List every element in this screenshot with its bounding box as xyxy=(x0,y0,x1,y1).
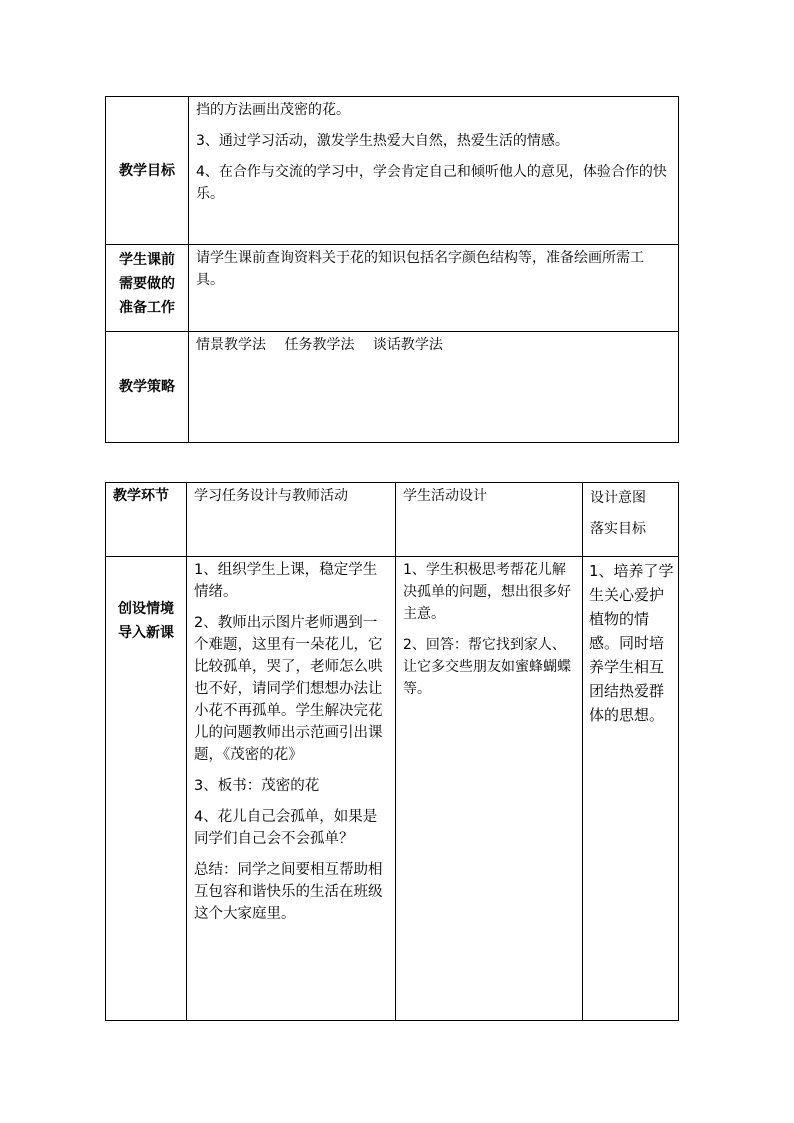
strategy-paragraph: 情景教学法 任务教学法 谈话教学法 xyxy=(196,337,443,353)
teacher-activity: 4、花儿自己会孤单，如果是同学们自己会不会孤单？ xyxy=(194,809,378,847)
objective-paragraph: 4、在合作与交流的学习中，学会肯定自己和倾听他人的意见，体验合作的快乐。 xyxy=(196,164,667,202)
table-row xyxy=(106,557,679,1021)
design-intent-cell xyxy=(583,557,679,1021)
student-activity: 1、学生积极思考帮花儿解决孤单的问题，想出很多好主意。 xyxy=(403,562,571,622)
header-teacher-activity: 学习任务设计与教师活动 xyxy=(187,483,396,557)
label-line: 准备工作 xyxy=(119,300,175,316)
row-label-objectives: 教学目标 xyxy=(106,97,189,245)
label-line: 学生课前 xyxy=(119,252,175,268)
stage-line: 创设情境 xyxy=(118,601,174,617)
table-header-row xyxy=(106,483,679,557)
teacher-activity: 总结：同学之间要相互帮助相互包容和谐快乐的生活在班级这个大家庭里。 xyxy=(194,862,383,922)
label-line: 需要做的 xyxy=(119,276,175,292)
table-row xyxy=(106,245,679,332)
student-activity-cell xyxy=(396,557,583,1021)
header-design-intent xyxy=(583,483,679,557)
strategy-cell xyxy=(189,332,679,443)
objectives-cell xyxy=(189,97,679,245)
row-label-strategy: 教学策略 xyxy=(106,332,189,443)
teacher-activity: 3、板书：茂密的花 xyxy=(194,778,320,794)
stage-cell xyxy=(106,557,187,1021)
lesson-table xyxy=(105,482,679,1021)
objective-paragraph: 挡的方法画出茂密的花。 xyxy=(196,102,350,118)
student-activity: 2、回答：帮它找到家人、让它多交些朋友如蜜蜂蝴蝶等。 xyxy=(403,637,571,697)
table-row xyxy=(106,97,679,245)
header-line: 落实目标 xyxy=(590,521,646,537)
teacher-activity-cell xyxy=(187,557,396,1021)
table-row xyxy=(106,332,679,443)
objectives-table xyxy=(105,96,679,443)
row-label-preparation xyxy=(106,245,189,332)
design-intent: 1、培养了学生关心爱护植物的情感。同时培养学生相互团结热爱群体的思想。 xyxy=(589,562,674,724)
preparation-cell xyxy=(189,245,679,332)
header-student-activity: 学生活动设计 xyxy=(396,483,583,557)
preparation-paragraph: 请学生课前查询资料关于花的知识包括名字颜色结构等，准备绘画所需工具。 xyxy=(196,250,644,288)
header-line: 设计意图 xyxy=(590,490,646,506)
teacher-activity: 1、组织学生上课，稳定学生情绪。 xyxy=(194,562,378,600)
objective-paragraph: 3、通过学习活动，激发学生热爱大自然，热爱生活的情感。 xyxy=(196,133,569,149)
stage-line: 导入新课 xyxy=(118,625,174,641)
header-stage: 教学环节 xyxy=(106,483,187,557)
teacher-activity: 2、教师出示图片老师遇到一个难题，这里有一朵花儿，它比较孤单，哭了，老师怎么哄也不好，请同学们想想办法让小花不再孤单。学生解决完花儿的问题教师出示范画引出课题，《茂密的花》 xyxy=(194,615,383,763)
